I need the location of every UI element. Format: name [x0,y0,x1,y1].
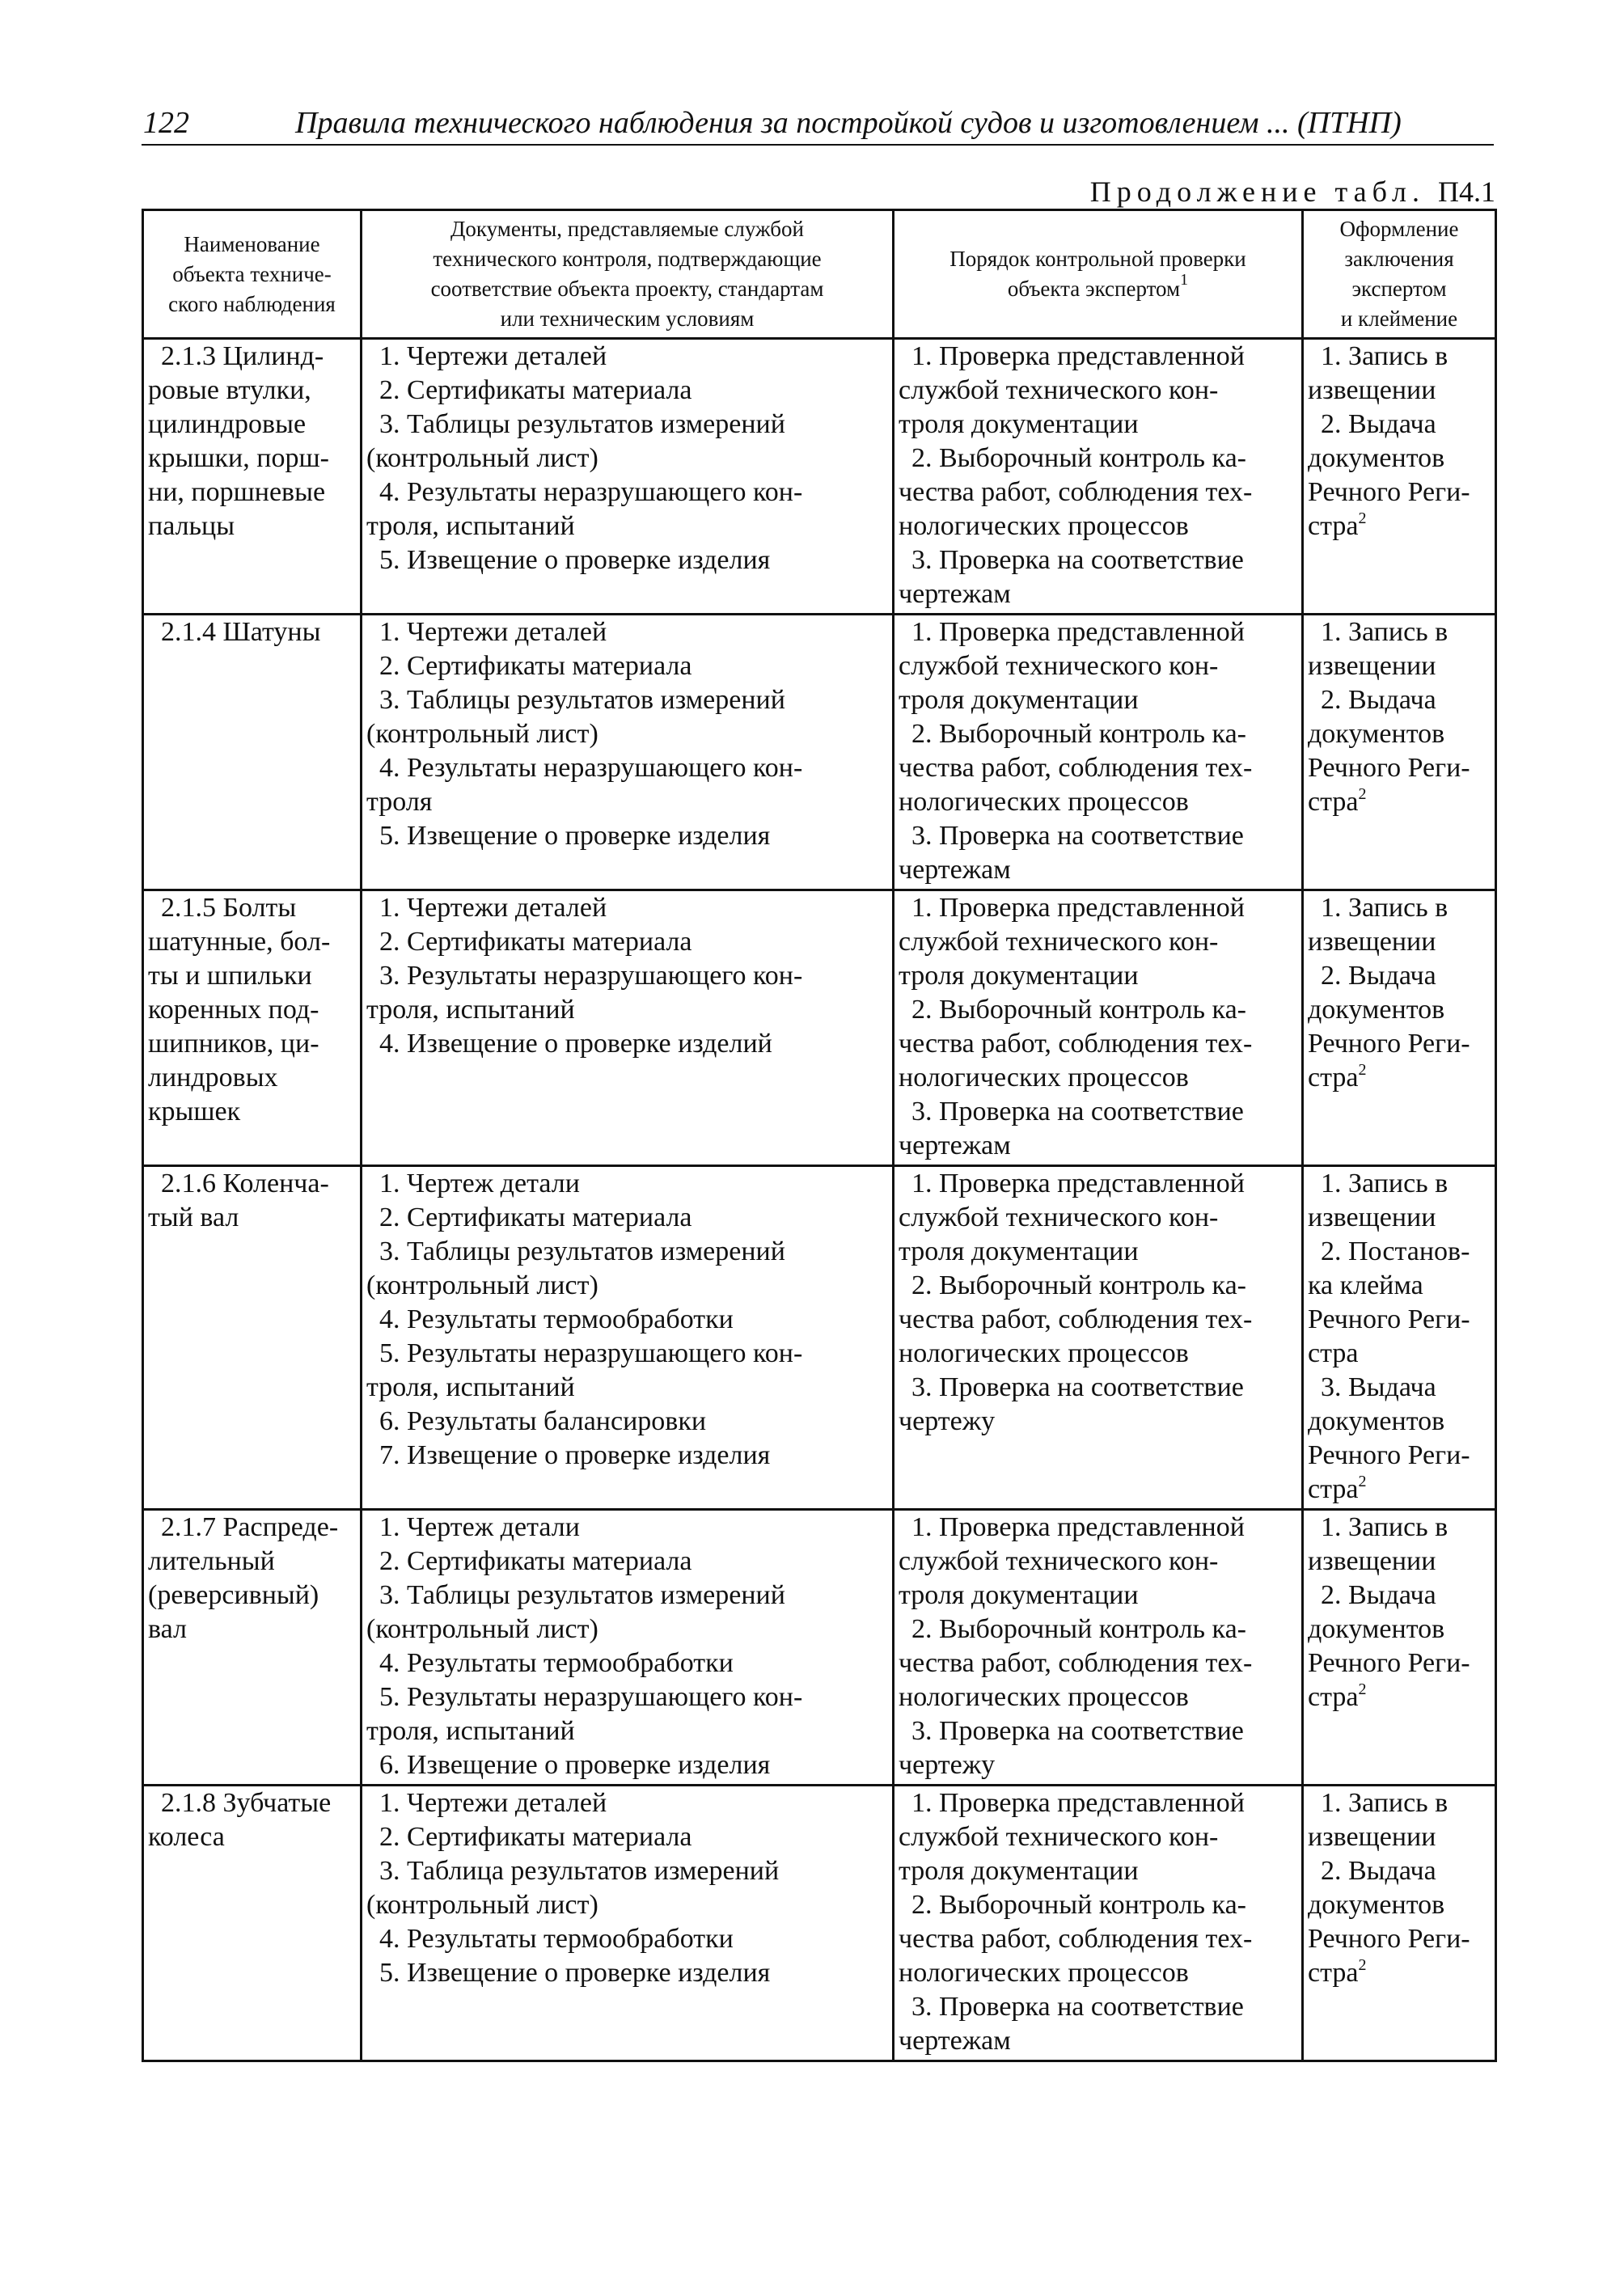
footnote-mark-2: 2 [1358,1061,1367,1079]
table-continuation-label [1090,175,1495,209]
documents-cell: 1. Чертежи деталей 2. Сертификаты материала 3. Таблица результатов измерений (контрольный лист) 4. Результаты термообработки 5. Извещение о проверке изделия [362,1786,894,2061]
check-procedure-cell: 1. Проверка представленной службой технического кон- троля документации 2. Выборочный контроль ка- чества работ, соблюдения тех- нологических процессов 3. Проверка на соответствие чертежам [894,339,1303,615]
footnote-mark-2: 2 [1358,509,1367,527]
conclusion-cell: 1. Запись в извещении 2. Выдача документов Речного Реги- стра$^2$ [1303,615,1496,890]
documents-cell: 1. Чертежи деталей 2. Сертификаты материала 3. Таблицы результатов измерений (контрольный лист) 4. Результаты неразрушающего кон- троля, испытаний 5. Извещение о проверке изделия [362,339,894,615]
footnote-mark-2: 2 [1358,1473,1367,1490]
check-procedure-cell: 1. Проверка представленной службой технического кон- троля документации 2. Выборочный контроль ка- чества работ, соблюдения тех- нологических процессов 3. Проверка на соответствие чертежам [894,890,1303,1166]
table-row [143,615,1496,890]
continuation-text: Продолжение табл. [1089,175,1425,208]
conclusion-cell: 1. Запись в извещении 2. Выдача документов Речного Реги- стра$^2$ [1303,1786,1496,2061]
check-procedure-cell: 1. Проверка представленной службой технического кон- троля документации 2. Выборочный контроль ка- чества работ, соблюдения тех- нологических процессов 3. Проверка на соответствие чертежам [894,1786,1303,2061]
documents-cell: 1. Чертежи деталей 2. Сертификаты материала 3. Результаты неразрушающего кон- троля, испытаний 4. Извещение о проверке изделий [362,890,894,1166]
table-row [143,1786,1496,2061]
table-row [143,339,1496,615]
conclusion-cell: 1. Запись в извещении 2. Выдача документов Речного Реги- стра$^2$ [1303,339,1496,615]
table-header-row [143,210,1496,339]
inspection-table [142,209,1497,2062]
object-name-cell: 2.1.3 Цилинд- ровые втулки, цилиндровые крышки, порш- ни, поршневые пальцы [143,339,362,615]
check-procedure-cell: 1. Проверка представленной службой технического кон- троля документации 2. Выборочный контроль ка- чества работ, соблюдения тех- нологических процессов 3. Проверка на соответствие чертежу [894,1510,1303,1786]
object-name-cell: 2.1.7 Распреде- лительный (реверсивный) вал [143,1510,362,1786]
footnote-mark-2: 2 [1358,1680,1367,1698]
documents-cell: 1. Чертеж детали 2. Сертификаты материала 3. Таблицы результатов измерений (контрольный лист) 4. Результаты термообработки 5. Результаты неразрушающего кон- троля, испытаний 6. Результаты балансировки 7. Извещение о проверке изделия [362,1166,894,1510]
header-object-name: Наименование объекта техниче- ского наблюдения [143,210,362,339]
documents-cell: 1. Чертеж детали 2. Сертификаты материала 3. Таблицы результатов измерений (контрольный лист) 4. Результаты термообработки 5. Результаты неразрушающего кон- троля, испытаний 6. Извещение о проверке изделия [362,1510,894,1786]
object-name-cell: 2.1.6 Коленча- тый вал [143,1166,362,1510]
footnote-mark-2: 2 [1358,785,1367,803]
footnote-mark-2: 2 [1358,1956,1367,1974]
footnote-mark-1: 1 [1180,271,1189,289]
table-row [143,1166,1496,1510]
object-name-cell: 2.1.4 Шатуны [143,615,362,890]
object-name-cell: 2.1.8 Зубчатые колеса [143,1786,362,2061]
check-procedure-cell: 1. Проверка представленной службой технического кон- троля документации 2. Выборочный контроль ка- чества работ, соблюдения тех- нологических процессов 3. Проверка на соответствие чертежам [894,615,1303,890]
table-row [143,890,1496,1166]
header-check-procedure: Порядок контрольной проверки объекта экспертом$^1$ [894,210,1303,339]
table-row [143,1510,1496,1786]
header-documents: Документы, представляемые службой технического контроля, подтверждающие соответствие объекта проекту, стандартам или техническим условиям [362,210,894,339]
header-conclusion: Оформление заключения экспертом и клеймение [1303,210,1496,339]
table-number: П4.1 [1438,175,1495,208]
object-name-cell: 2.1.5 Болты шатунные, бол- ты и шпильки коренных под- шипников, ци- линдровых крышек [143,890,362,1166]
table-body [143,339,1496,2061]
running-title: Правила технического наблюдения за постройкой судов и изготовлением ... (ПТНП) [295,106,1402,140]
documents-cell: 1. Чертежи деталей 2. Сертификаты материала 3. Таблицы результатов измерений (контрольный лист) 4. Результаты неразрушающего кон- троля 5. Извещение о проверке изделия [362,615,894,890]
conclusion-cell: 1. Запись в извещении 2. Постанов- ка клейма Речного Реги- стра 3. Выдача документов Речного Реги- стра$^2$ [1303,1166,1496,1510]
check-procedure-cell: 1. Проверка представленной службой технического кон- троля документации 2. Выборочный контроль ка- чества работ, соблюдения тех- нологических процессов 3. Проверка на соответствие чертежу [894,1166,1303,1510]
page-number: 122 [143,106,189,140]
page-header [142,104,1494,146]
conclusion-cell: 1. Запись в извещении 2. Выдача документов Речного Реги- стра$^2$ [1303,890,1496,1166]
conclusion-cell: 1. Запись в извещении 2. Выдача документов Речного Реги- стра$^2$ [1303,1510,1496,1786]
